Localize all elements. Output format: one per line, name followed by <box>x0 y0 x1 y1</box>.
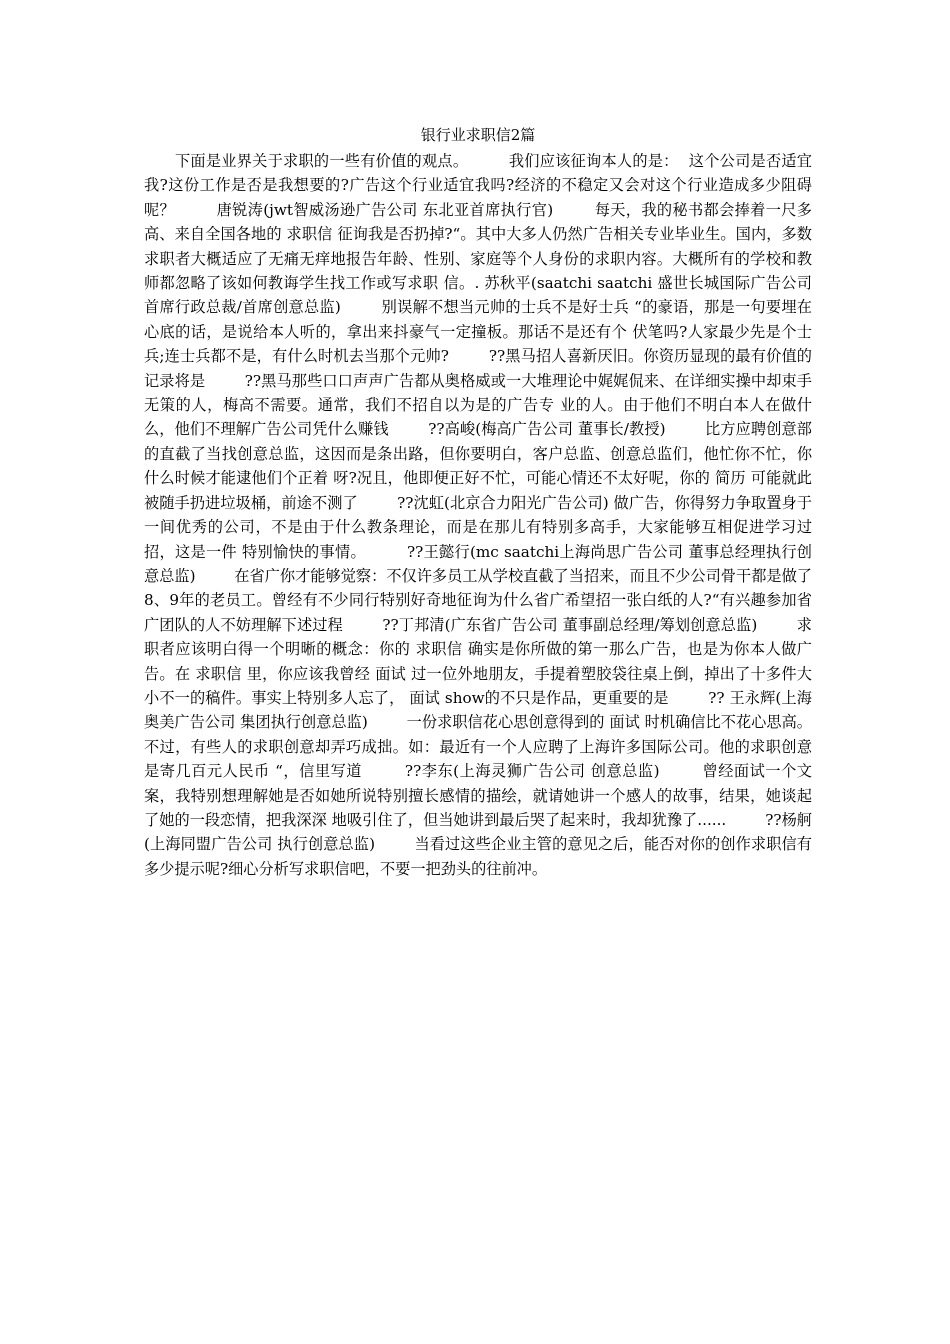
document-title: 银行业求职信2篇 <box>420 126 536 144</box>
document-page <box>144 124 817 881</box>
document-body-paragraph: 下面是业界关于求职的一些有价值的观点。 我们应该征询本人的是： 这个公司是否适宜我?这份工作是否是我想要的?广告这个行业适宜我吗?经济的不稳定又会对这个行业造成多少阻碍呢？ 唐锐涛(jwt智威汤逊广告公司 东北亚首席执行官) 每天，我的秘书都会捧着一尺多高、来自全国各地的 求职信 征询我是否扔掉?“。其中大多人仍然广告相关专业毕业生。国内，多数求职者大概适应了无痛无痒地报告年龄、性别、家庭等个人身份的求职内容。大概所有的学校和教师都忽略了该如何教诲学生找工作或写求职 信。. 苏秋平(saatchi saatchi 盛世长城国际广告公司 首席行政总裁/首席创意总监) 别误解不想当元帅的士兵不是好士兵 “的豪语，那是一句要埋在心底的话，是说给本人听的，拿出来抖豪气一定撞板。那话不是还有个 伏笔吗?人家最少先是个士兵;连士兵都不是，有什么时机去当那个元帅? ??黑马招人喜新厌旧。你资历显现的最有价值的记录将是 ??黑马那些口口声声广告都从奥格威或一大堆理论中娓娓侃来、在详细实操中却束手无策的人，梅高不需要。通常，我们不招自以为是的广告专 业的人。由于他们不明白本人在做什么，他们不理解广告公司凭什么赚钱 ??高峻(梅高广告公司 董事长/教授) 比方应聘创意部的直截了当找创意总监，这因而是条出路，但你要明白，客户总监、创意总监们，他忙你不忙，你什么时候才能逮他们个正着 呀?况且，他即便正好不忙，可能心情还不太好呢，你的 简历 可能就此被随手扔进垃圾桶，前途不测了 ??沈虹(北京合力阳光广告公司) 做广告，你得努力争取置身于一间优秀的公司，不是由于什么教条理论，而是在那儿有特别多高手，大家能够互相促进学习过招，这是一件 特别愉快的事情。 ??王懿行(mc saatchi上海尚思广告公司 董事总经理执行创意总监) 在省广你才能够觉察：不仅许多员工从学校直截了当招来，而且不少公司骨干都是做了 8、9年的老员工。曾经有不少同行特别好奇地征询为什么省广希望招一张白纸的人?“有兴趣参加省广团队的人不妨理解下述过程 ??丁邦清(广东省广告公司 董事副总经理/筹划创意总监) 求职者应该明白得一个明晰的概念：你的 求职信 确实是你所做的第一那么广告，也是为你本人做广告。在 求职信 里，你应该我曾经 面试 过一位外地朋友，手提着塑胶袋往桌上倒，掉出了十多件大小不一的稿件。事实上特别多人忘了， 面试 show的不只是作品，更重要的是 ?? 王永辉(上海奥美广告公司 集团执行创意总监) 一份求职信花心思创意得到的 面试 时机确信比不花心思高。不过，有些人的求职创意却弄巧成拙。如：最近有一个人应聘了上海许多国际公司。他的求职创意是寄几百元人民币 “，信里写道 ??李东(上海灵狮广告公司 创意总监) 曾经面试一个文案，我特别想理解她是否如她所说特别擅长感情的描绘，就请她讲一个感人的故事，结果，她谈起了她的一段恋情，把我深深 地吸引住了，但当她讲到最后哭了起来时，我却犹豫了...... ??杨舸(上海同盟广告公司 执行创意总监) 当看过这些企业主管的意见之后，能否对你的创作求职信有多少提示呢?细心分析写求职信吧，不要一把劲头的往前冲。 <box>144 152 817 878</box>
